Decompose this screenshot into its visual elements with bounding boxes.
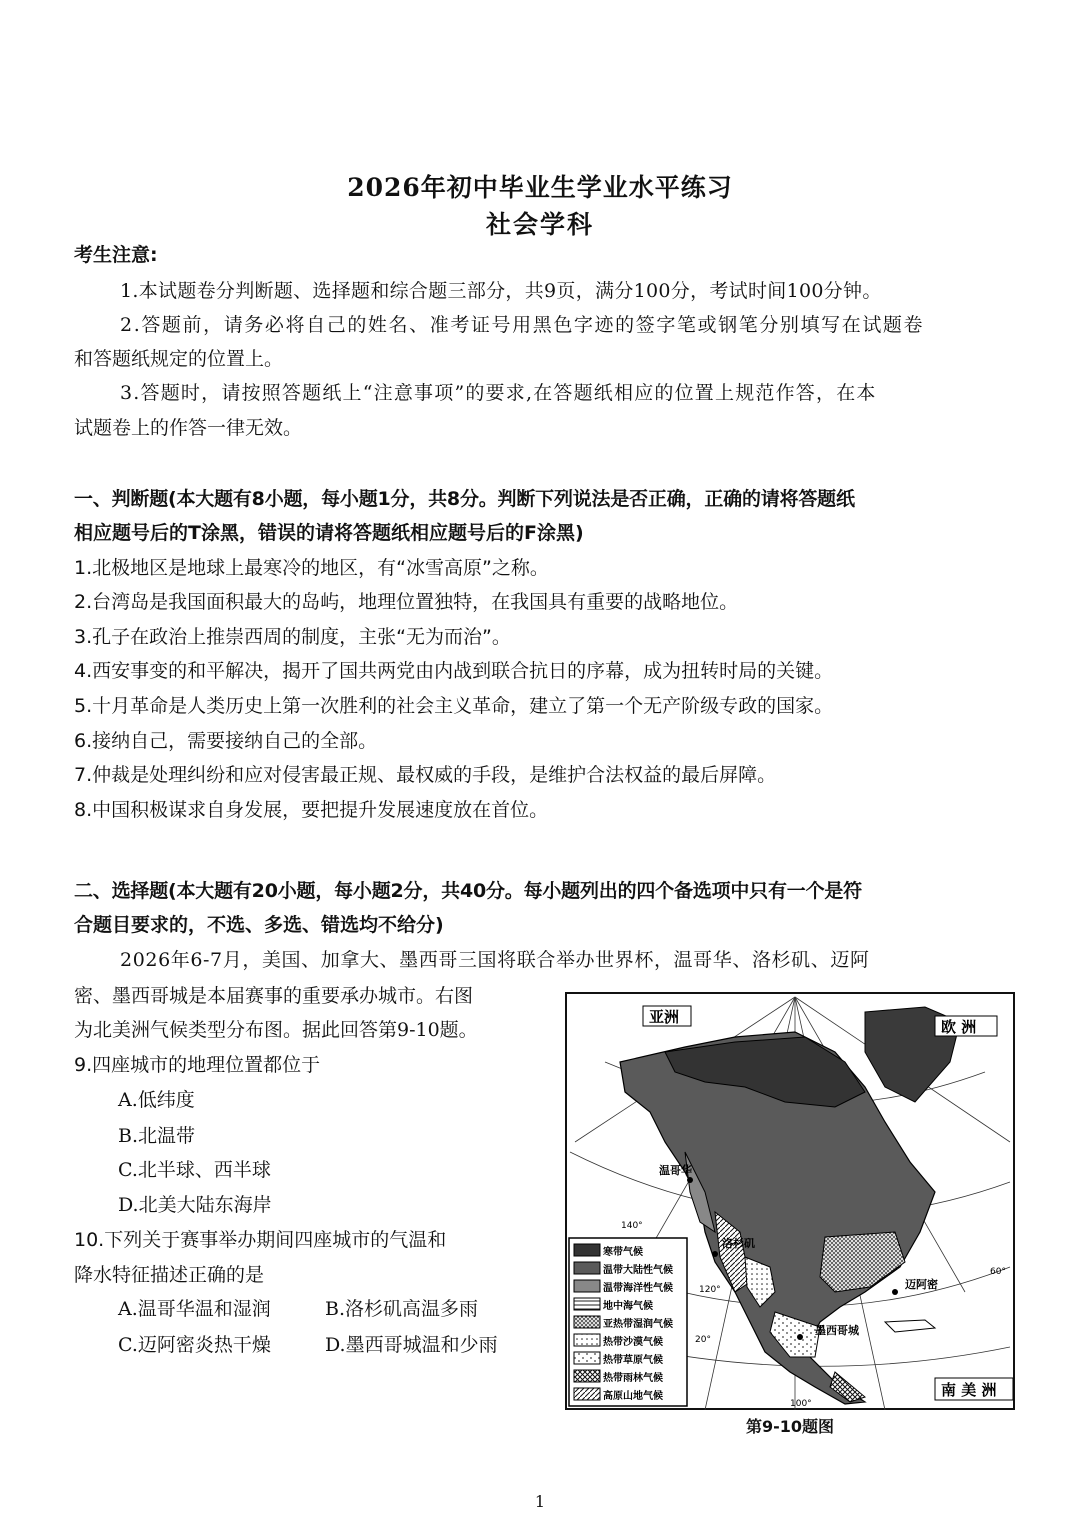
exam-title: 2026年初中毕业生学业水平练习 [347,173,733,202]
label-lon120: 120° [699,1285,721,1295]
section2-heading-1: 二、选择题(本大题有20小题，每小题2分，共40分。每小题列出的四个备选项中只有一个是符 [74,880,862,902]
section2-heading-2: 合题目要求的，不选、多选、错选均不给分) [74,914,444,936]
notice-line-1: 1.本试题卷分判断题、选择题和综合题三部分，共9页，满分100分，考试时间100分钟。 [120,280,882,302]
notice-line-4: 3.答题时，请按照答题纸上“注意事项”的要求,在答题纸相应的位置上规范作答，在本 [120,382,877,404]
judge-item-6: 6.接纳自己，需要接纳自己的全部。 [74,730,378,752]
legend-label: 温带海洋性气候 [603,1283,673,1294]
legend-swatch [574,1352,600,1364]
miami-marker [892,1289,898,1295]
legend-label: 高原山地气候 [603,1391,663,1402]
label-lat20: 20° [695,1335,711,1345]
legend-label: 热带沙漠气候 [603,1337,663,1348]
legend-swatch [574,1334,600,1346]
passage-line-3: 为北美洲气候类型分布图。据此回答第9-10题。 [74,1019,478,1041]
section1-heading-2: 相应题号后的T涂黑，错误的请将答题纸相应题号后的F涂黑) [74,522,584,544]
legend-label: 地中海气候 [603,1301,653,1312]
label-lon60: 60° [990,1267,1006,1277]
label-europe: 欧 洲 [941,1018,977,1036]
legend-swatch [574,1262,600,1274]
judge-item-7: 7.仲裁是处理纠纷和应对侵害最正规、最权威的手段，是维护合法权益的最后屏障。 [74,764,777,786]
vancouver-marker [687,1177,693,1183]
label-vancouver: 温哥华 [659,1164,692,1177]
north-america-climate-map [565,992,1015,1410]
judge-item-3: 3.孔子在政治上推崇西周的制度，主张“无为而治”。 [74,626,511,648]
legend-swatch [574,1298,600,1310]
legend-label: 寒带气候 [603,1247,643,1258]
legend-label: 温带大陆性气候 [603,1265,673,1276]
label-mexico-city: 墨西哥城 [815,1324,859,1337]
q9-option-c: C.北半球、西半球 [118,1159,271,1181]
page-number: 1 [534,1492,546,1511]
legend-label: 热带雨林气候 [603,1373,663,1384]
section1-heading-1: 一、判断题(本大题有8小题，每小题1分，共8分。判断下列说法是否正确，正确的请将答题纸 [74,488,855,510]
exam-subject: 社会学科 [485,210,594,239]
label-lon100: 100° [790,1399,812,1409]
q10-stem-2: 降水特征描述正确的是 [74,1264,265,1286]
judge-item-8: 8.中国积极谋求自身发展，要把提升发展速度放在首位。 [74,799,549,821]
judge-item-4: 4.西安事变的和平解决，揭开了国共两党由内战到联合抗日的序幕，成为扭转时局的关键。 [74,660,834,682]
judge-item-1: 1.北极地区是地球上最寒冷的地区，有“冰雪高原”之称。 [74,557,549,579]
map-legend [569,1238,687,1406]
legend-swatch [574,1388,600,1400]
label-south-america: 南 美 洲 [941,1381,997,1399]
legend-swatch [574,1244,600,1256]
q10-option-d: D.墨西哥城温和少雨 [325,1334,498,1356]
q9-option-a: A.低纬度 [118,1089,195,1111]
notice-line-3: 和答题纸规定的位置上。 [74,348,284,370]
passage-line-1: 2026年6-7月，美国、加拿大、墨西哥三国将联合举办世界杯，温哥华、洛杉矶、迈阿 [120,949,870,971]
q9-option-d: D.北美大陆东海岸 [118,1194,272,1216]
notice-line-2: 2.答题前，请务必将自己的姓名、准考证号用黑色字迹的签字笔或钢笔分别填写在试题卷 [120,314,925,336]
legend-swatch [574,1280,600,1292]
legend-swatch [574,1316,600,1328]
los-angeles-marker [712,1251,718,1257]
label-lon140: 140° [621,1221,643,1231]
label-asia: 亚洲 [649,1008,680,1026]
q10-option-b: B.洛杉矶高温多雨 [325,1298,479,1320]
map-caption: 第9-10题图 [745,1417,835,1436]
q9-stem: 9.四座城市的地理位置都位于 [74,1054,321,1076]
legend-label: 热带草原气候 [603,1355,663,1366]
q9-option-b: B.北温带 [118,1125,196,1147]
legend-label: 亚热带湿润气候 [603,1319,673,1330]
legend-swatch [574,1370,600,1382]
mexico-city-marker [797,1334,803,1340]
q10-option-c: C.迈阿密炎热干燥 [118,1334,271,1356]
judge-item-5: 5.十月革命是人类历史上第一次胜利的社会主义革命，建立了第一个无产阶级专政的国家。 [74,695,834,717]
q10-stem-1: 10.下列关于赛事举办期间四座城市的气温和 [74,1229,447,1251]
notice-line-5: 试题卷上的作答一律无效。 [74,417,303,439]
judge-item-2: 2.台湾岛是我国面积最大的岛屿，地理位置独特，在我国具有重要的战略地位。 [74,591,739,613]
label-los-angeles: 洛杉矶 [722,1237,755,1250]
passage-line-2: 密、墨西哥城是本届赛事的重要承办城市。右图 [74,985,474,1007]
notice-heading: 考生注意: [74,244,158,266]
q10-option-a: A.温哥华温和湿润 [118,1298,271,1320]
label-miami: 迈阿密 [905,1278,938,1291]
